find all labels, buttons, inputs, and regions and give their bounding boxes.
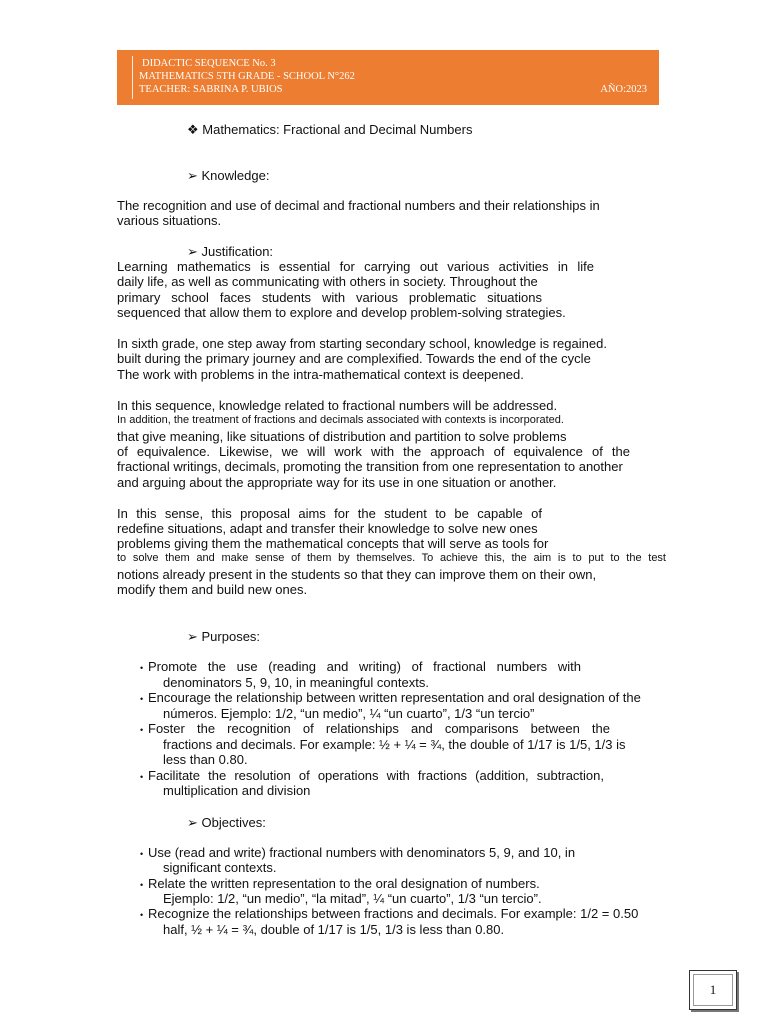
justification-line: In sixth grade, one step away from starting secondary school, knowledge is regained. (117, 336, 607, 351)
purpose-item (140, 690, 655, 708)
justification-line: built during the primary journey and are complexified. Towards the end of the cycle (117, 351, 591, 366)
justification-line: Learning mathematics is essential for carrying out various activities in life (117, 259, 594, 274)
justification-line: In this sequence, knowledge related to fractional numbers will be addressed. (117, 398, 558, 413)
bullet-icon: • (140, 772, 144, 782)
bullet-icon: • (140, 694, 144, 704)
justification-line: notions already present in the students so that they can improve them on their own, (117, 567, 597, 582)
justification-line: redefine situations, adapt and transfer their knowledge to solve new ones (117, 521, 538, 536)
justification-heading: ➢ Justification: (187, 244, 274, 259)
document-title: ❖ Mathematics: Fractional and Decimal Numbers (187, 122, 473, 137)
justification-line: In this sense, this proposal aims for the student to be capable of (117, 506, 542, 521)
justification-line: In addition, the treatment of fractions and decimals associated with contexts is incorporated. (117, 414, 564, 426)
bullet-icon: • (140, 910, 144, 920)
purpose-text: Encourage the relationship between written representation and oral designation of the (148, 690, 641, 705)
page-number-box (689, 970, 737, 1010)
header-sequence: DIDACTIC SEQUENCE No. 3 (142, 58, 276, 69)
header-course: MATHEMATICS 5TH GRADE - SCHOOL N°262 (139, 71, 355, 82)
objective-text: Relate the written representation to the oral designation of numbers. (148, 876, 540, 891)
objective-continuation: significant contexts. (163, 860, 277, 875)
bullet-icon: • (140, 663, 144, 673)
header-divider (132, 56, 133, 99)
objective-item (140, 906, 655, 924)
knowledge-heading: ➢ Knowledge: (187, 168, 270, 183)
objective-text: Recognize the relationships between fractions and decimals. For example: 1/2 = 0.50 (148, 906, 639, 921)
purpose-continuation: multiplication and division (163, 783, 311, 798)
objectives-heading: ➢ Objectives: (187, 815, 266, 830)
justification-line: of equivalence. Likewise, we will work with the approach of equivalence of the (117, 444, 630, 459)
purpose-item (140, 659, 581, 677)
purposes-heading: ➢ Purposes: (187, 629, 261, 644)
bullet-icon: • (140, 725, 144, 735)
document-header (117, 50, 659, 105)
justification-line: sequenced that allow them to explore and develop problem-solving strategies. (117, 305, 566, 320)
justification-line: modify them and build new ones. (117, 582, 308, 597)
purpose-continuation: denominators 5, 9, 10, in meaningful contexts. (163, 675, 429, 690)
justification-line: primary school faces students with various problematic situations (117, 290, 542, 305)
bullet-icon: • (140, 880, 144, 890)
purpose-continuation: números. Ejemplo: 1/2, “un medio”, ¼ “un cuarto”, 1/3 “un tercio” (163, 706, 535, 721)
justification-line: to solve them and make sense of them by themselves. To achieve this, the aim is to put to the test (117, 552, 666, 564)
justification-line: problems giving them the mathematical concepts that will serve as tools for (117, 536, 549, 551)
justification-line: that give meaning, like situations of distribution and partition to solve problems (117, 429, 567, 444)
purpose-item (140, 721, 610, 739)
justification-line: The work with problems in the intra-mathematical context is deepened. (117, 367, 524, 382)
justification-line: daily life, as well as communicating with others in society. Throughout the (117, 274, 538, 289)
header-year: AÑO:2023 (600, 84, 647, 95)
knowledge-line: various situations. (117, 213, 222, 228)
purpose-text: Foster the recognition of relationships and comparisons between the (148, 721, 610, 736)
purpose-text: Promote the use (reading and writing) of fractional numbers with (148, 659, 581, 674)
purpose-text: Facilitate the resolution of operations with fractions (addition, subtraction, (148, 768, 604, 783)
page-number: 1 (709, 982, 717, 997)
objective-continuation: Ejemplo: 1/2, “un medio”, “la mitad”, ¼ “un cuarto”, 1/3 “un tercio”. (163, 891, 542, 906)
objective-continuation: half, ½ + ¼ = ¾, double of 1/17 is 1/5, 1/3 is less than 0.80. (163, 922, 505, 937)
purpose-continuation: less than 0.80. (163, 752, 248, 767)
bullet-icon: • (140, 849, 144, 859)
justification-line: fractional writings, decimals, promoting the transition from one representation to another (117, 459, 623, 474)
header-teacher: TEACHER: SABRINA P. UBIOS (139, 84, 283, 95)
purpose-continuation: fractions and decimals. For example: ½ + ¼ = ¾, the double of 1/17 is 1/5, 1/3 is (163, 737, 626, 752)
justification-line: and arguing about the appropriate way for its use in one situation or another. (117, 475, 557, 490)
objective-text: Use (read and write) fractional numbers with denominators 5, 9, and 10, in (148, 845, 576, 860)
knowledge-line: The recognition and use of decimal and fractional numbers and their relationships in (117, 198, 600, 213)
